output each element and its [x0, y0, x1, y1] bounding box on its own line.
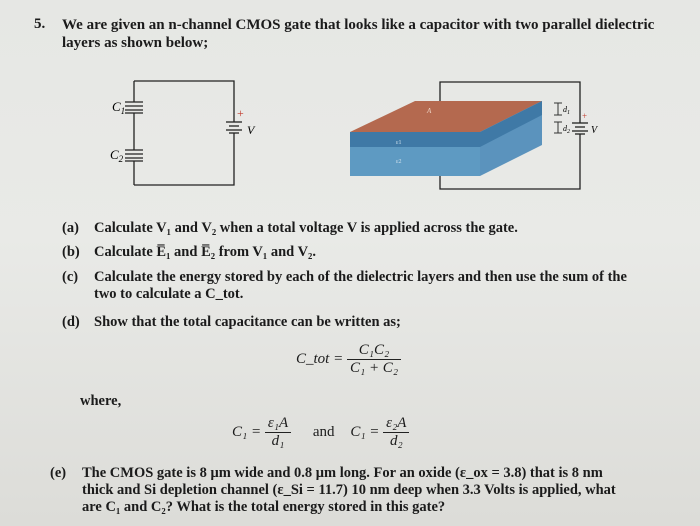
voltage-label-right: V [591, 125, 598, 136]
c2-def-lhs: C₁ = [350, 423, 380, 440]
part-e-line1: The CMOS gate is 8 μm wide and 0.8 μm long. For an oxide (ε_ox = 3.8) that is 8 nm [82, 465, 603, 481]
dielectric-stack-diagram [340, 75, 610, 195]
part-e-line2: thick and Si depletion channel (ε_Si = 11.7) 10 nm deep when 3.3 Volts is applied, what [82, 482, 616, 498]
part-a-label: (a) [62, 220, 79, 236]
part-d-text: Show that the total capacitance can be written as; [94, 314, 401, 330]
voltage-label: V [247, 123, 255, 137]
part-b-label: (b) [62, 244, 80, 260]
part-d [62, 314, 682, 331]
total-capacitance-formula [296, 342, 401, 377]
question-intro: We are given an n-channel CMOS gate that looks like a capacitor with two parallel dielectric layers as shown below; [62, 17, 655, 51]
c1-label: $C_1$ [112, 99, 126, 116]
and-word: and [312, 423, 335, 440]
dielectric-layer-1 [350, 132, 480, 147]
part-b [62, 244, 682, 261]
where-label: where, [80, 393, 122, 409]
part-e [50, 465, 690, 516]
part-b-text: Calculate E̅₁ and E̅₂ from V₁ and V₂. [94, 244, 317, 260]
d2-label: $d_2$ [563, 124, 570, 135]
part-a [62, 220, 682, 237]
c1-def-lhs: C₁ = [232, 423, 262, 440]
part-c-line2: two to calculate a C_tot. [94, 286, 244, 302]
battery-plus-sign-right: + [582, 111, 588, 121]
d1-label: $d_1$ [563, 105, 570, 116]
formula-denominator: C₁ + C₂ [349, 360, 399, 376]
c2-def-den: d₂ [389, 433, 403, 449]
capacitance-definitions [232, 415, 409, 450]
part-e-label: (e) [50, 465, 67, 481]
area-label: A [427, 107, 432, 115]
c2-def-num: ε₂A [383, 415, 409, 433]
formula-lhs: C_tot = [296, 350, 344, 367]
formula-numerator: C₁C₂ [347, 342, 401, 360]
question-number: 5. [34, 16, 46, 32]
part-a-text: Calculate V₁ and V₂ when a total voltage V is applied across the gate. [94, 220, 518, 236]
eps1-label: ε1 [396, 140, 402, 146]
part-c-label: (c) [62, 269, 79, 285]
part-e-line3: are C₁ and C₂? What is the total energy stored in this gate? [82, 499, 446, 515]
c1-def-den: d₁ [271, 433, 285, 449]
part-c-line1: Calculate the energy stored by each of the dielectric layers and then use the sum of the [94, 269, 627, 285]
part-d-label: (d) [62, 314, 80, 330]
part-c [62, 269, 682, 303]
series-capacitor-circuit [80, 70, 310, 195]
c2-label: $C_2$ [110, 147, 124, 164]
c1-def-num: ε₁A [265, 415, 291, 433]
eps2-label: ε2 [396, 159, 402, 165]
battery-plus-sign: + [237, 106, 244, 120]
dielectric-layer-2 [350, 147, 480, 176]
